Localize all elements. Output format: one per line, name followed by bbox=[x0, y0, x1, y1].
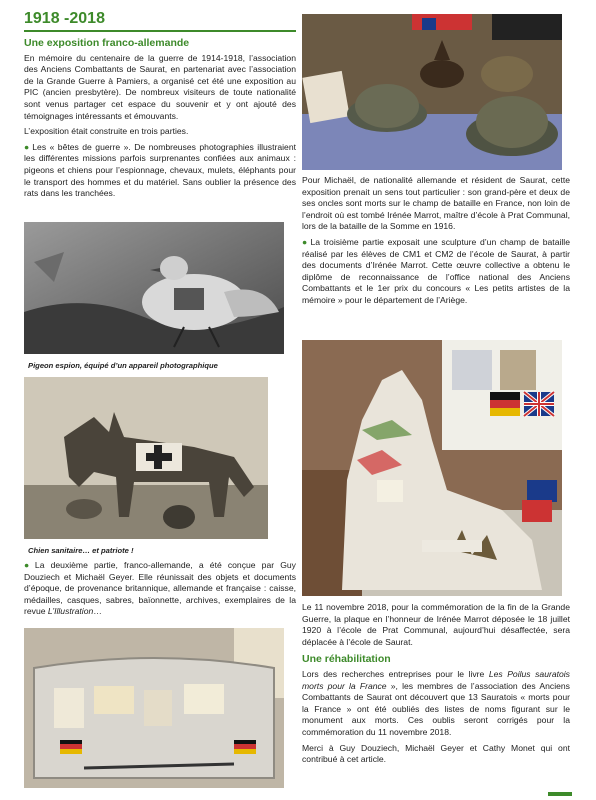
paragraph-third-part-text: La troisième partie exposait une sculpture d’un champ de bataille réalisé par les élèves de CM1 et CM2 de l’école de Saurat, à partir des documents d’Irénée Marrot. Cette œuvre collective a obtenu le diplôme de reconnaissance de l’office national des Anciens Combattants et le 1er prix du concours « Les petits artistes de la mémoire » pour le département de l’Ariège. bbox=[302, 236, 570, 305]
paragraph-rehabilitation-end: », les membres de l’association des Anciens Combattants de Saurat ont découvert que 13 Sauratois « morts pour la France » ont été oubliés des listes de noms figurant sur le monument aux morts. Ces oublis seront corrigés pour la commémoration du 11 novembre 2018. bbox=[302, 680, 570, 737]
paragraph-third-part bbox=[302, 237, 570, 307]
section-title-exposition: Une exposition franco-allemande bbox=[24, 37, 190, 49]
sculpture-photo bbox=[302, 340, 562, 596]
dog-photo bbox=[24, 377, 268, 539]
bullet-icon: ● bbox=[302, 236, 309, 247]
paragraph-three-parts: L’exposition était construite en trois parties. bbox=[24, 126, 189, 137]
bullet-icon: ● bbox=[24, 141, 31, 152]
page-title: 1918 -2018 bbox=[24, 10, 296, 32]
bullet-icon: ● bbox=[24, 560, 33, 570]
paragraph-war-animals-text: Les « bêtes de guerre ». De nombreuses photographies illustraient les différentes missions parfois surprenantes confiées aux animaux : pigeons et chiens pour l’espionnage, chevaux, mulets, éléphants pour le transport des hommes et du matériel. Sans oublier la présence des rats dans les tranchées. bbox=[24, 141, 296, 199]
paragraph-second-part bbox=[24, 560, 296, 618]
right-text-bottom bbox=[302, 602, 570, 770]
page-corner-mark bbox=[548, 792, 572, 796]
caption-dog: Chien sanitaire… et patriote ! bbox=[28, 546, 134, 555]
paragraph-rehabilitation bbox=[302, 669, 570, 739]
paragraph-november: Le 11 novembre 2018, pour la commémoration de la fin de la Grande Guerre, la plaque en l’honneur de Irénée Marrot déposée le 18 juillet 1920 à l’école de Prat Communal, aujourd’hui désaffectée, sera déplacée à l’école de Saurat. bbox=[302, 602, 570, 647]
paragraph-war-animals bbox=[24, 142, 296, 200]
caption-pigeon: Pigeon espion, équipé d’un appareil photographique bbox=[28, 361, 218, 370]
left-text-bottom bbox=[24, 560, 296, 622]
book-title: Les Poilus sauratois morts pour la France bbox=[302, 668, 570, 691]
paragraph-thanks: Merci à Guy Douziech, Michaël Geyer et Cathy Monet qui ont contribué à cet article. bbox=[302, 742, 570, 765]
helmets-photo bbox=[302, 14, 562, 170]
paragraph-second-part-end: … bbox=[93, 606, 102, 617]
paragraph-intro: En mémoire du centenaire de la guerre de 1914-1918, l’association des Anciens Combattants de Saurat, en partenariat avec l’association de la Grande Guerre à Pamiers, a organisé cet été une exposition au PIC (ancien presbytère). De nombreux visiteurs de toute nationalité sont venus partager cet espace du souvenir et y ont ajouté des témoignages intéressants et émouvants. bbox=[24, 52, 296, 121]
pigeon-photo bbox=[24, 222, 284, 354]
paragraph-second-part-text: La deuxième partie, franco-allemande, a été conçue par Guy Douziech et Michaël Geyer. Elle réunissait des objets et documents d’époque, de provenance britannique, allemande et française : caisse, médailles, casques, sabres, baïonnette, archives, exemplaires de la revue bbox=[24, 560, 296, 617]
illustration-title: L’Illustration bbox=[47, 606, 94, 617]
paragraph-rehabilitation-start: Lors des recherches entreprises pour le livre bbox=[302, 668, 489, 679]
right-text-top bbox=[302, 175, 570, 311]
section-title-rehabilitation: Une réhabilitation bbox=[302, 653, 391, 666]
paragraph-michael: Pour Michaël, de nationalité allemande et résident de Saurat, cette exposition prenait un sens tout particulier : son grand-père et deux de ses oncles sont morts sur le champ de bataille en France, non loin de l’endroit où est tombé Irénée Marrot, maître d’école à Prat Communal, lors de la bataille de la Somme en 1916. bbox=[302, 175, 570, 232]
display-case-photo bbox=[24, 628, 284, 788]
left-text-top bbox=[24, 38, 296, 204]
